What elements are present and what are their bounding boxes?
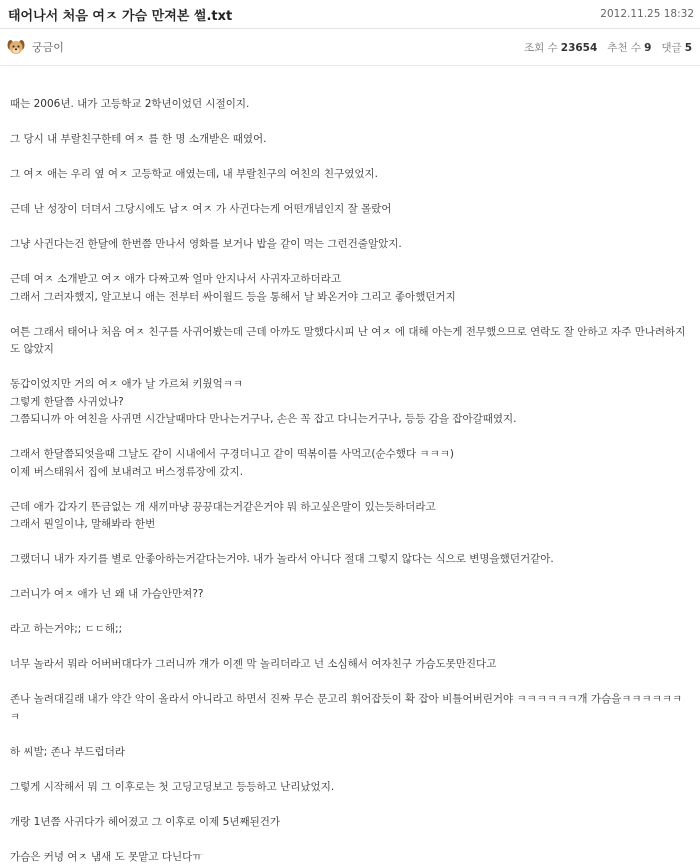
paragraph: 그렇게 시작해서 뭐 그 이후로는 첫 고딩고딩보고 등등하고 난리났었지. — [10, 780, 335, 793]
dog-face-icon — [6, 37, 26, 57]
post-stats — [524, 40, 692, 55]
paragraph: 하 씨발; 존나 부드럽더라 — [10, 745, 125, 758]
paragraph: 가슴은 커녕 여ㅈ 냄새 도 못맡고 다닌다ㅠ — [10, 850, 203, 863]
paragraph: 그러니가 여ㅈ 애가 넌 왜 내 가슴안만져?? — [10, 588, 204, 600]
vote-count: 추천 수 9 — [607, 41, 652, 54]
post-body — [0, 66, 700, 866]
paragraph: 동갑이었지만 거의 여ㅈ 애가 날 가르쳐 키웠엌ㅋㅋ 그렇게 한달쯤 사귀었나? 그쯤되니까 아 여친을 사귀면 시간날때마다 만나는거구나, 손은 꼭 잡고 다니는거구나, 등등 감을 잡아갈때였지. — [10, 378, 517, 425]
meta-bar — [0, 29, 700, 66]
paragraph: 개랑 1년쯤 사귀다가 헤어졌고 그 이후로 이제 5년째된건가 — [10, 815, 281, 828]
paragraph: 그 당시 내 부랄친구한테 여ㅈ 를 한 명 소개받은 때였어. — [10, 133, 267, 145]
paragraph: 그냥 사귄다는건 한달에 한번쯤 만나서 영화를 보거나 밥을 같이 먹는 그런건줄알았지. — [10, 238, 402, 250]
paragraph: 그래서 한달쯤되엇을때 그날도 같이 시내에서 구경더니고 같이 떡볶이를 사먹고(순수했다 ㅋㅋㅋ) 이제 버스태워서 집에 보내려고 버스정류장에 갔지. — [10, 448, 454, 478]
author-info[interactable] — [6, 37, 64, 57]
title-bar — [0, 0, 700, 29]
comment-count[interactable]: 댓글 5 — [661, 41, 692, 54]
author-name[interactable]: 궁금이 — [32, 41, 64, 54]
paragraph: 때는 2006년. 내가 고등학교 2학년이었던 시절이지. — [10, 98, 250, 110]
view-count: 조회 수 23654 — [523, 41, 598, 54]
post-title[interactable]: 태어나서 처음 여ㅈ 가슴 만져본 썰.txt — [8, 8, 233, 24]
paragraph: 존나 놀려대길래 내가 약간 악이 올라서 아니라고 하면서 진짜 무슨 문고리 휘어잡듯이 확 잡아 비틀어버린거야 ㅋㅋㅋㅋㅋㅋ개 가슴을ㅋㅋㅋㅋㅋㅋㅋ — [10, 693, 683, 723]
paragraph: 그 여ㅈ 애는 우리 옆 여ㅈ 고등학교 애였는데, 내 부랄친구의 여친의 친구였었지. — [10, 168, 378, 180]
paragraph: 근데 여ㅈ 소개받고 여ㅈ 애가 다짜고짜 얼마 안지나서 사귀자고하더라고 그래서 그러자했지, 알고보니 애는 전부터 싸이월드 등을 통해서 날 봐온거야 그리고 좋아했던거지 — [10, 273, 456, 303]
paragraph: 근데 애가 갑자기 뜬금없는 개 새끼마냥 끙끙대는거같은거야 뭐 하고싶은말이 있는듯하더라고 그래서 뭔일이냐, 말해봐라 한번 — [10, 500, 436, 530]
paragraph: 너무 놀라서 뭐라 어버버대다가 그러니까 걔가 이젠 막 놀리더라고 넌 소심해서 여자친구 가슴도못만진다고 — [10, 658, 497, 670]
paragraph: 여튼 그래서 태어나 처음 여ㅈ 친구를 사귀어봤는데 근데 아까도 말했다시피 난 여ㅈ 에 대해 아는게 전무했으므로 연락도 잘 안하고 자주 만나려하지도 않았지 — [10, 325, 686, 355]
paragraph: 근데 난 성장이 더뎌서 그당시에도 남ㅈ 여ㅈ 가 사귄다는게 어떤개념인지 잘 몰랐어 — [10, 203, 392, 215]
post-date: 2012.11.25 18:32 — [600, 8, 694, 20]
paragraph: 그랬더니 내가 자기를 별로 안좋아하는거같다는거야. 내가 놀라서 아니다 절대 그렇지 않다는 식으로 변명을했던거같아. — [10, 553, 554, 565]
paragraph: 라고 하는거야;; ㄷㄷ해;; — [10, 623, 123, 635]
